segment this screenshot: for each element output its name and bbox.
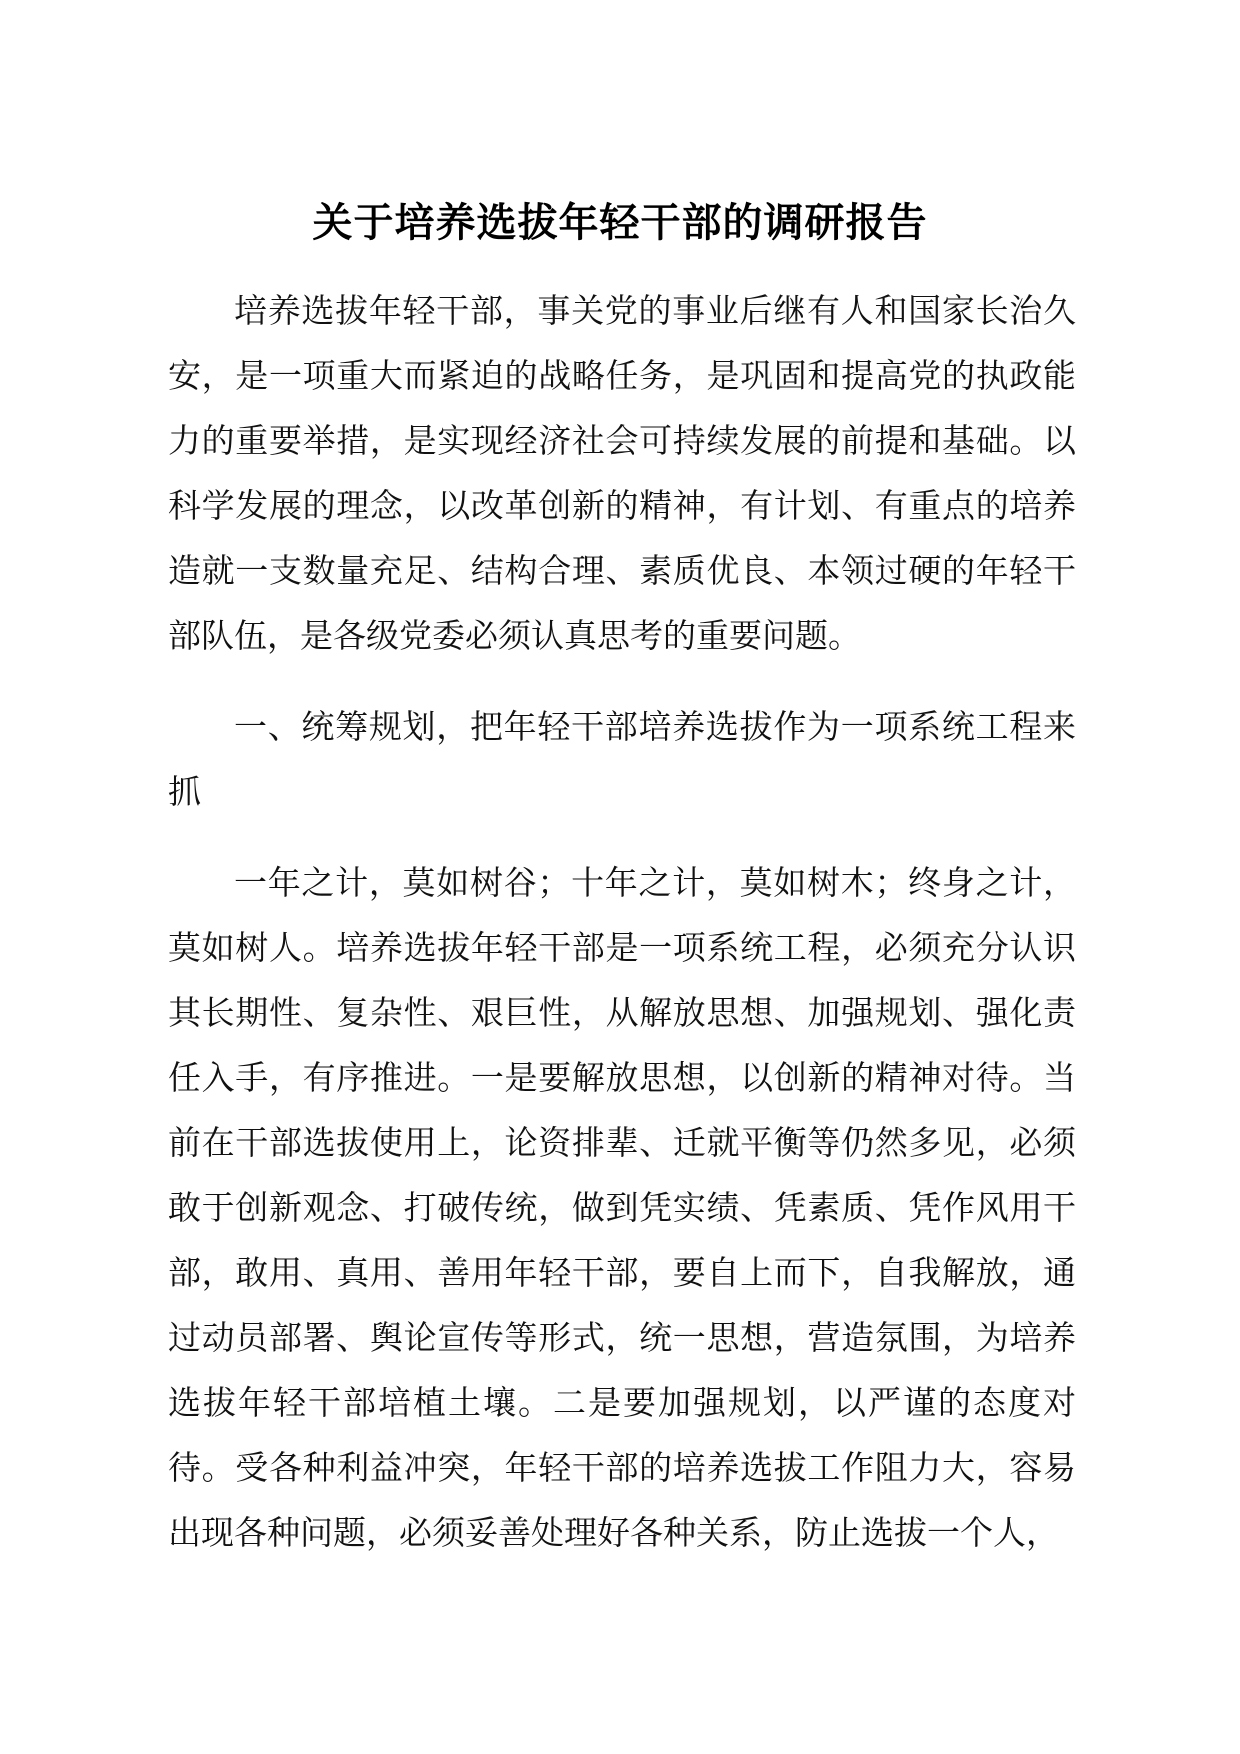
- section-1-heading: 一、统筹规划，把年轻干部培养选拔作为一项系统工程来抓: [168, 707, 1076, 811]
- paragraph-spacer: [168, 824, 1076, 850]
- intro-paragraph: 培养选拔年轻干部，事关党的事业后继有人和国家长治久安，是一项重大而紧迫的战略任务，是巩固和提高党的执政能力的重要举措，是实现经济社会可持续发展的前提和基础。以科学发展的理念，以改革创新的精神，有计划、有重点的培养造就一支数量充足、结构合理、素质优良、本领过硬的年轻干部队伍，是各级党委必须认真思考的重要问题。: [168, 291, 1076, 655]
- document-title: 关于培养选拔年轻干部的调研报告: [312, 200, 928, 246]
- section-1-paragraph: 一年之计，莫如树谷；十年之计，莫如树木；终身之计，莫如树人。培养选拔年轻干部是一项系统工程，必须充分认识其长期性、复杂性、艰巨性，从解放思想、加强规划、强化责任入手，有序推进。一是要解放思想，以创新的精神对待。当前在干部选拔使用上，论资排辈、迁就平衡等仍然多见，必须敢于创新观念、打破传统，做到凭实绩、凭素质、凭作风用干部，敢用、真用、善用年轻干部，要自上而下，自我解放，通过动员部署、舆论宣传等形式，统一思想，营造氛围，为培养选拔年轻干部培植土壤。二是要加强规划，以严谨的态度对待。受各种利益冲突，年轻干部的培养选拔工作阻力大，容易出现各种问题，必须妥善处理好各种关系，防止选拔一个人，: [168, 863, 1076, 1552]
- document-body: [168, 278, 1076, 1565]
- paragraph-spacer: [168, 668, 1076, 694]
